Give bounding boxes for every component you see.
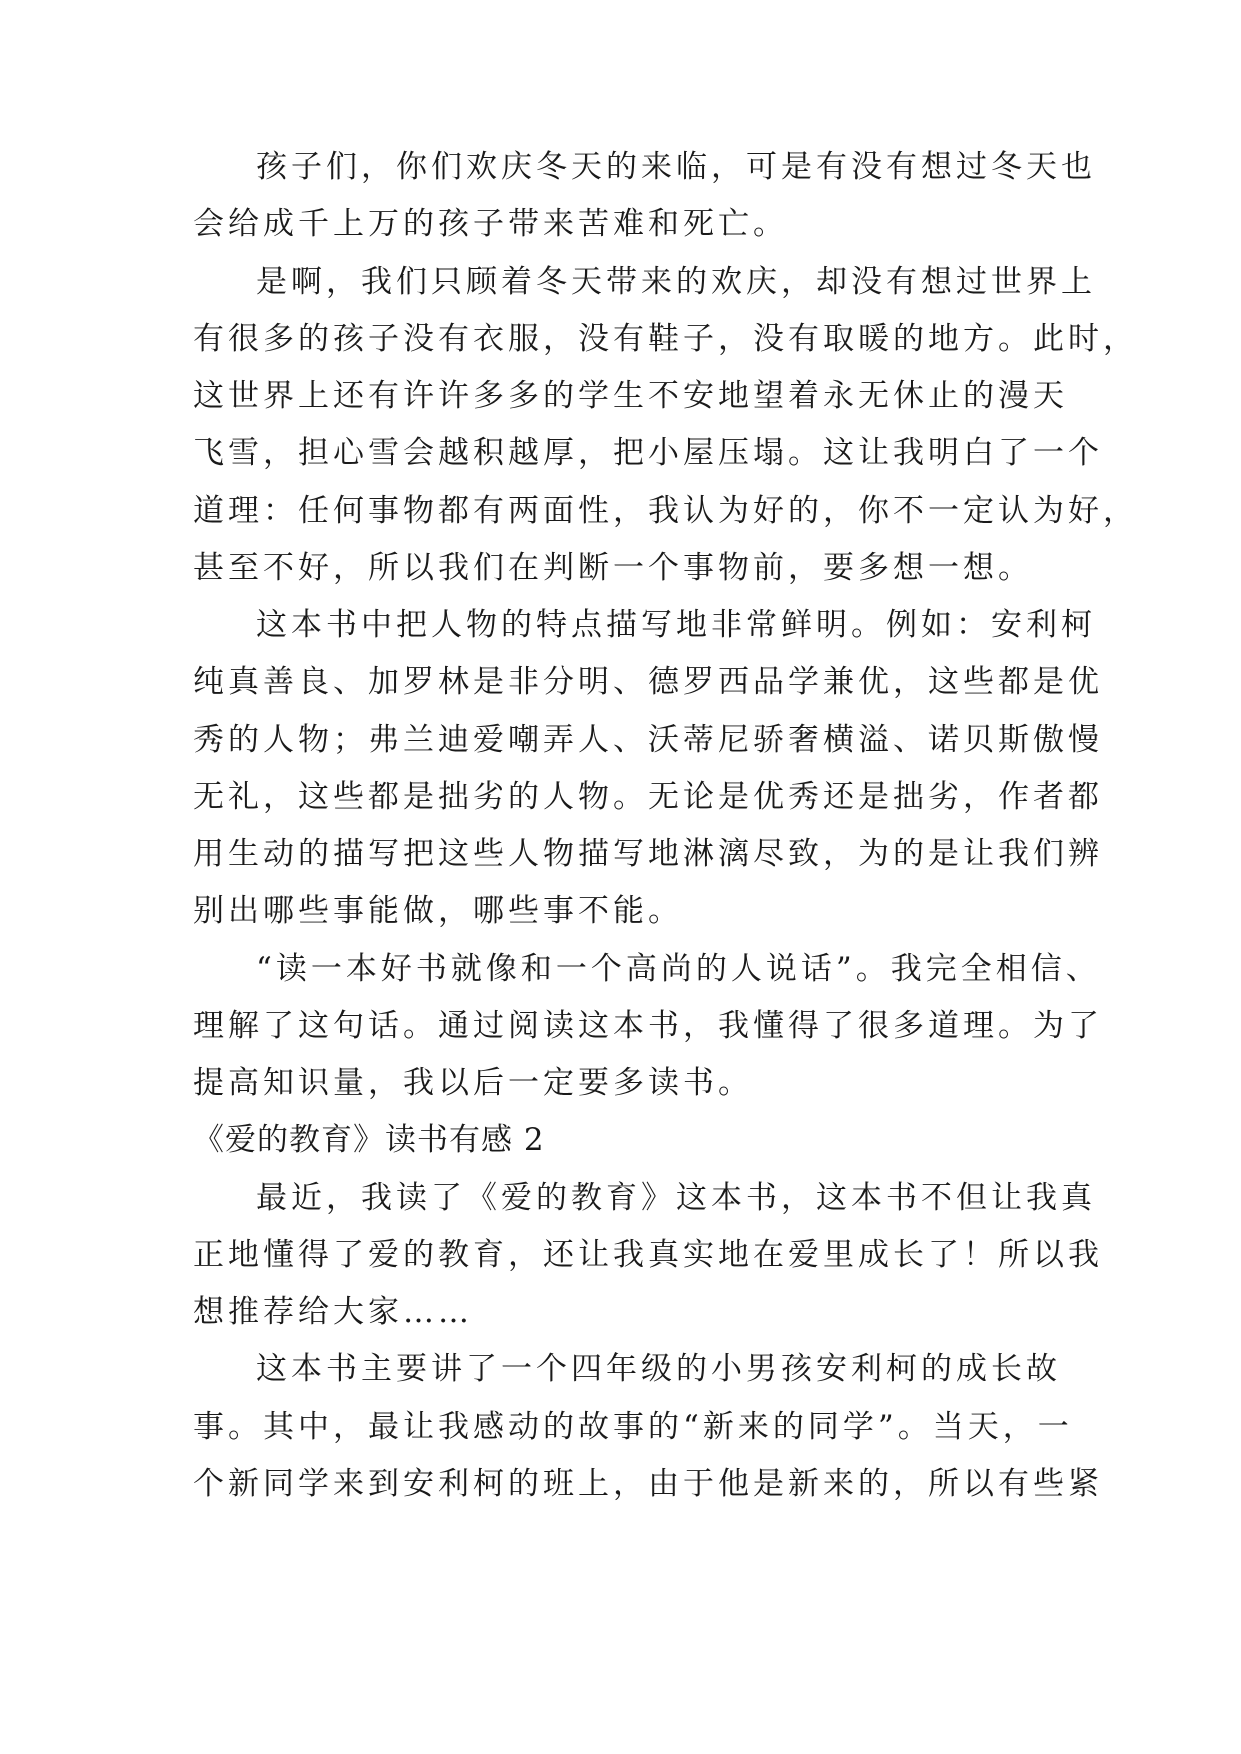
paragraph-line: 理解了这句话。通过阅读这本书，我懂得了很多道理。为了 bbox=[193, 1008, 1103, 1044]
paragraph-line: 最近，我读了《爱的教育》这本书，这本书不但让我真 bbox=[256, 1180, 1096, 1216]
paragraph-line: 事。其中，最让我感动的故事的“新来的同学”。当天，一 bbox=[193, 1409, 1073, 1445]
paragraph-line: 是啊，我们只顾着冬天带来的欢庆，却没有想过世界上 bbox=[256, 264, 1096, 300]
paragraph-line: 会给成千上万的孩子带来苦难和死亡。 bbox=[193, 206, 788, 242]
paragraph-line: 正地懂得了爱的教育，还让我真实地在爱里成长了！所以我 bbox=[193, 1237, 1103, 1273]
paragraph-line: 有很多的孩子没有衣服，没有鞋子，没有取暖的地方。此时， bbox=[193, 321, 1138, 357]
paragraph-line: 甚至不好，所以我们在判断一个事物前，要多想一想。 bbox=[193, 550, 1033, 586]
paragraph-line: 纯真善良、加罗林是非分明、德罗西品学兼优，这些都是优 bbox=[193, 664, 1103, 700]
paragraph-line: 这本书中把人物的特点描写地非常鲜明。例如：安利柯 bbox=[256, 607, 1096, 643]
paragraph-line: 想推荐给大家…… bbox=[193, 1294, 473, 1330]
paragraph-line: 无礼，这些都是拙劣的人物。无论是优秀还是拙劣，作者都 bbox=[193, 779, 1103, 815]
paragraph-line: 个新同学来到安利柯的班上，由于他是新来的，所以有些紧 bbox=[193, 1466, 1103, 1502]
paragraph-line: 用生动的描写把这些人物描写地淋漓尽致，为的是让我们辨 bbox=[193, 836, 1103, 872]
paragraph-line: 道理：任何事物都有两面性，我认为好的，你不一定认为好， bbox=[193, 493, 1138, 529]
paragraph-line: 别出哪些事能做，哪些事不能。 bbox=[193, 893, 683, 929]
paragraph-line: 孩子们，你们欢庆冬天的来临，可是有没有想过冬天也 bbox=[256, 149, 1096, 185]
paragraph-line: 这本书主要讲了一个四年级的小男孩安利柯的成长故 bbox=[256, 1351, 1061, 1387]
paragraph-line: “读一本好书就像和一个高尚的人说话”。我完全相信、 bbox=[256, 951, 1101, 987]
paragraph-line: 这世界上还有许许多多的学生不安地望着永无休止的漫天 bbox=[193, 378, 1068, 414]
section-heading: 《爱的教育》读书有感 2 bbox=[193, 1122, 545, 1158]
paragraph-line: 秀的人物；弗兰迪爱嘲弄人、沃蒂尼骄奢横溢、诺贝斯傲慢 bbox=[193, 722, 1103, 758]
paragraph-line: 提高知识量，我以后一定要多读书。 bbox=[193, 1065, 753, 1101]
paragraph-line: 飞雪，担心雪会越积越厚，把小屋压塌。这让我明白了一个 bbox=[193, 435, 1103, 471]
